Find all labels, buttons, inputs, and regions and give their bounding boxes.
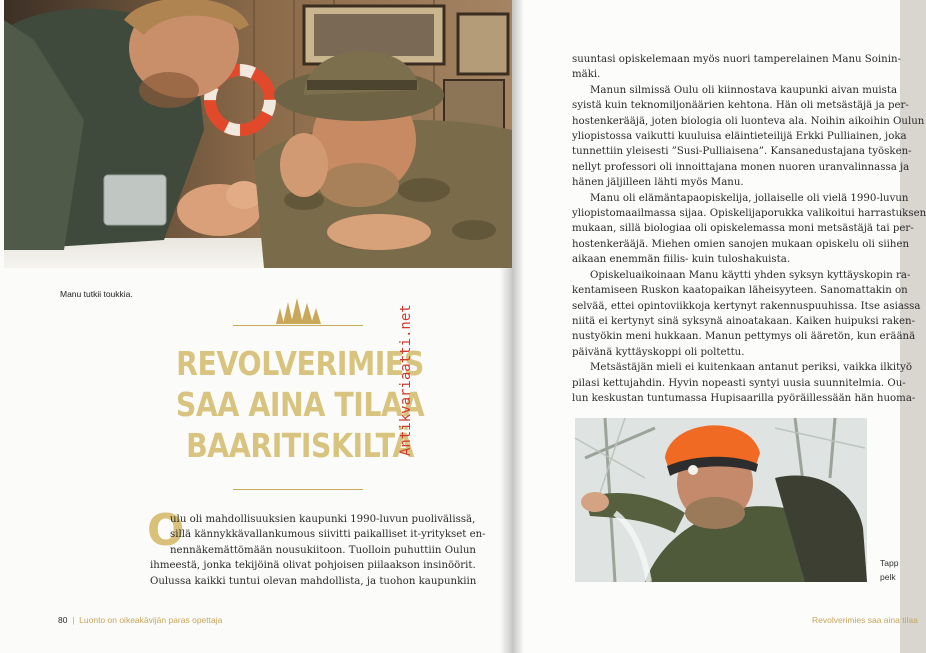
right-body-text [572, 52, 926, 406]
text-line: Oulussa kaikki tuntui olevan mahdollista, ja tuohon kaupunkiin [150, 575, 477, 587]
text-line: sillä kännykkävallankumous siivitti paikalliset it-yritykset en- [170, 529, 486, 541]
photo-illustration [4, 0, 512, 268]
caption-line: pelk [880, 572, 896, 582]
page-number: 80 [58, 615, 68, 625]
text-line: ulu oli mahdollisuuksien kaupunki 1990-luvun puolivälissä, [170, 514, 476, 525]
text-line: yliopistossa vaikutti kuuluisa eläintieteilijä Erkki Pulliainen, joka [572, 131, 907, 143]
photo-caption: Manu tutkii toukkia. [60, 289, 133, 299]
photo-men-examining-larvae [4, 0, 512, 268]
text-line: hostenkerääjä. Miehen omien sanojen mukaan opiskelu oli siihen [572, 238, 910, 250]
headline-line: SAA AINA TILAA [175, 385, 425, 424]
text-line: hänen jäljilleen lähti myös Manu. [572, 177, 744, 189]
text-line: yliopistomaailmassa sijaa. Opiskelijaporukka valikoitui harrastuksen [572, 208, 926, 220]
text-line: lun keskustan tuntumassa Hupisaarilla pyöräillessään hän huoma- [572, 392, 916, 404]
text-line: Metsästäjän mieli ei kuitenkaan antanut periksi, vaikka ilkityö [590, 362, 913, 374]
text-line: nustyökin meni hukkaan. Manun pettymys oli ääretön, kun eräänä [572, 331, 916, 343]
headline-line: BAARITISKILTÄ [186, 426, 414, 465]
text-line: kentamiseen Ruskon kaatopaikan läheisyyteen. Sanomattakin on [572, 285, 908, 297]
text-line: aikaan enemmän fiilis- kuin tuloshakuista. [572, 254, 791, 266]
running-separator: | [69, 615, 77, 625]
text-line: hostenkerääjä, joten biologia oli luonteva ala. Noihin aikoihin Oulun [572, 115, 925, 127]
left-body-text [150, 512, 486, 589]
text-line: Manun silmissä Oulu oli kiinnostava kaupunki aivan muista [590, 84, 898, 96]
photo-illustration [575, 418, 867, 582]
text-line: Opiskeluaikoinaan Manu käytti yhden syksyn kyttäyskopin ra- [590, 269, 911, 281]
watermark-text: Antikvariaatti.net [398, 304, 414, 456]
text-line: nennäkemättömään nousukiitoon. Tuolloin puhuttiin Oulun [170, 544, 476, 556]
text-line: selvää, ettei opintoviikkoja kertynyt rakennuspuuhissa. Itse asiassa [572, 300, 921, 312]
watermark-stamp [382, 244, 422, 464]
headline-top-rule [233, 325, 363, 326]
drop-cap: O [147, 505, 185, 556]
forest-ornament-icon [270, 296, 326, 326]
text-line: suuntasi opiskelemaan myös nuori tamperelainen Manu Soinin- [572, 54, 901, 65]
photo-man-orange-cap [575, 418, 867, 582]
text-line: ihmeestä, jonka tekijöinä olivat pohjoisen piilaakson insinöörit. [150, 560, 476, 572]
headline-bottom-rule [233, 489, 363, 490]
running-title: Luonto on oikeakävijän paras opettaja [79, 615, 223, 625]
text-line: niitä ei kertynyt sinä syksynä ainoatakaan. Kaiken huipuksi raken- [572, 315, 916, 327]
left-folio [58, 615, 222, 625]
text-line: mukaan, sillä biologiaa oli opiskelemassa moni metsästäjä tai per- [572, 223, 914, 235]
text-line: tunnettiin yleisesti ”Susi-Pulliaisena”. Kansanedustajana työsken- [572, 146, 912, 158]
text-line: päivänä kyttäyskoppi oli poltettu. [572, 346, 745, 358]
text-line: mäki. [572, 69, 601, 81]
text-line: nellyt professori oli innoittajana monen nuoren uranvalinnassa ja [572, 161, 910, 173]
text-line: pilasi kettujahdin. Hyvin nopeasti syntyi uusia suunnitelmia. Ou- [572, 377, 906, 389]
right-folio-running-title: Revolverimies saa aina tilaa [812, 615, 918, 625]
right-photo-caption [880, 556, 898, 584]
caption-line: Tapp [880, 558, 899, 568]
text-line: Manu oli elämäntapaopiskelija, jollaiselle oli vielä 1990-luvun [590, 192, 909, 204]
text-line: syistä kuin teknomiljonäärien kehtona. Hän oli metsästäjä ja per- [572, 100, 909, 112]
headline-line: REVOLVERIMIES [176, 344, 424, 383]
